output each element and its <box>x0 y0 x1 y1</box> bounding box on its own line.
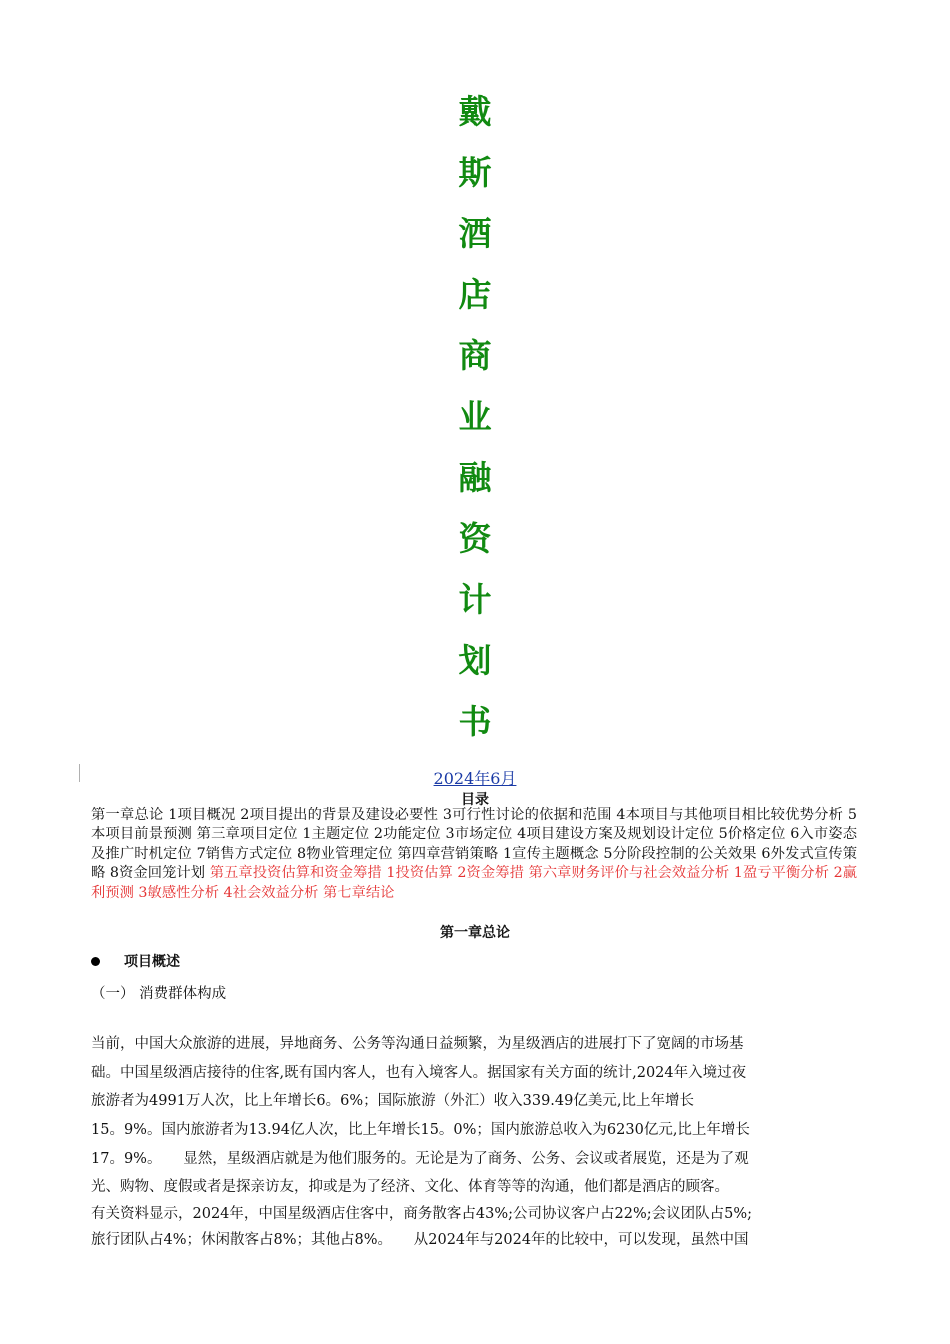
body-line: 旅行团队占4%；休闲散客占8%；其他占8%。 从2024年与2024年的比较中，可以发现，虽然中国 <box>91 1232 749 1249</box>
toc-heading: 目录 <box>461 792 489 808</box>
subsection-title: （一） 消费群体构成 <box>91 986 227 1002</box>
title-char: 资 <box>458 519 492 558</box>
title-char: 戴 <box>458 92 492 131</box>
toc-text[interactable]: 第一章总论 1项目概况 2项目提出的背景及建设必要性 3可行性讨论的依据和范围 4本项目与其他项目相比较优势分析 5本项目前景预测 第三章项目定位 1主题定位 2功能定位 3市场定位 4项目建设方案及规划设计定位 5价格定位 6入市姿态及推广时机定位 7销售方式定位 8物业管理定位 第四章营销策略 1宣传主题概念 5分阶段控制的公关效果 6外发式宣传策略 8资金回笼计划 <box>91 807 857 882</box>
title-char: 业 <box>458 397 492 436</box>
body-line: 有关资料显示，2024年，中国星级酒店住客中，商务散客占43%;公司协议客户占22%;会议团队占5%; <box>91 1206 753 1223</box>
document-title <box>440 86 510 757</box>
title-char: 斯 <box>458 153 492 192</box>
section-bullet <box>91 950 180 972</box>
body-line: 当前，中国大众旅游的进展，异地商务、公务等沟通日益频繁，为星级酒店的进展打下了宽阔的市场基 <box>91 1036 744 1052</box>
body-line: 础。中国星级酒店接待的住客,既有国内客人，也有入境客人。据国家有关方面的统计,2024年入境过夜 <box>91 1064 747 1081</box>
title-char: 计 <box>458 580 492 619</box>
bullet-icon <box>91 957 100 966</box>
body-line: 光、购物、度假或者是探亲访友，抑或是为了经济、文化、体育等等的沟通，他们都是酒店的顾客。 <box>91 1179 729 1196</box>
title-char: 店 <box>458 275 492 314</box>
title-char: 划 <box>458 641 492 680</box>
title-char: 书 <box>458 702 492 741</box>
section-title: 项目概述 <box>124 954 180 970</box>
date-link[interactable]: 2024年6月 <box>433 769 517 788</box>
body-line: 15。9%。国内旅游者为13.94亿人次，比上年增长15。0%；国内旅游总收入为6230亿元,比上年增长 <box>91 1122 750 1139</box>
title-char: 商 <box>458 336 492 375</box>
body-paragraph <box>91 1030 853 1255</box>
table-of-contents <box>91 806 857 903</box>
body-line: 17。9%。 显然，星级酒店就是为他们服务的。无论是为了商务、公务、会议或者展览，还是为了观 <box>91 1150 749 1167</box>
body-line: 旅游者为4991万人次，比上年增长6。6%；国际旅游（外汇）收入339.49亿美元,比上年增长 <box>91 1093 694 1110</box>
title-char: 融 <box>458 458 492 497</box>
title-char: 酒 <box>458 214 492 253</box>
chapter-heading: 第一章总论 <box>440 925 510 941</box>
toc-text-highlighted[interactable]: 第五章投资估算和资金筹措 1投资估算 2资金筹措 第六章财务评价与社会效益分析 1盈亏平衡分析 2赢利预测 3敏感性分析 4社会效益分析 第七章结论 <box>91 865 857 901</box>
